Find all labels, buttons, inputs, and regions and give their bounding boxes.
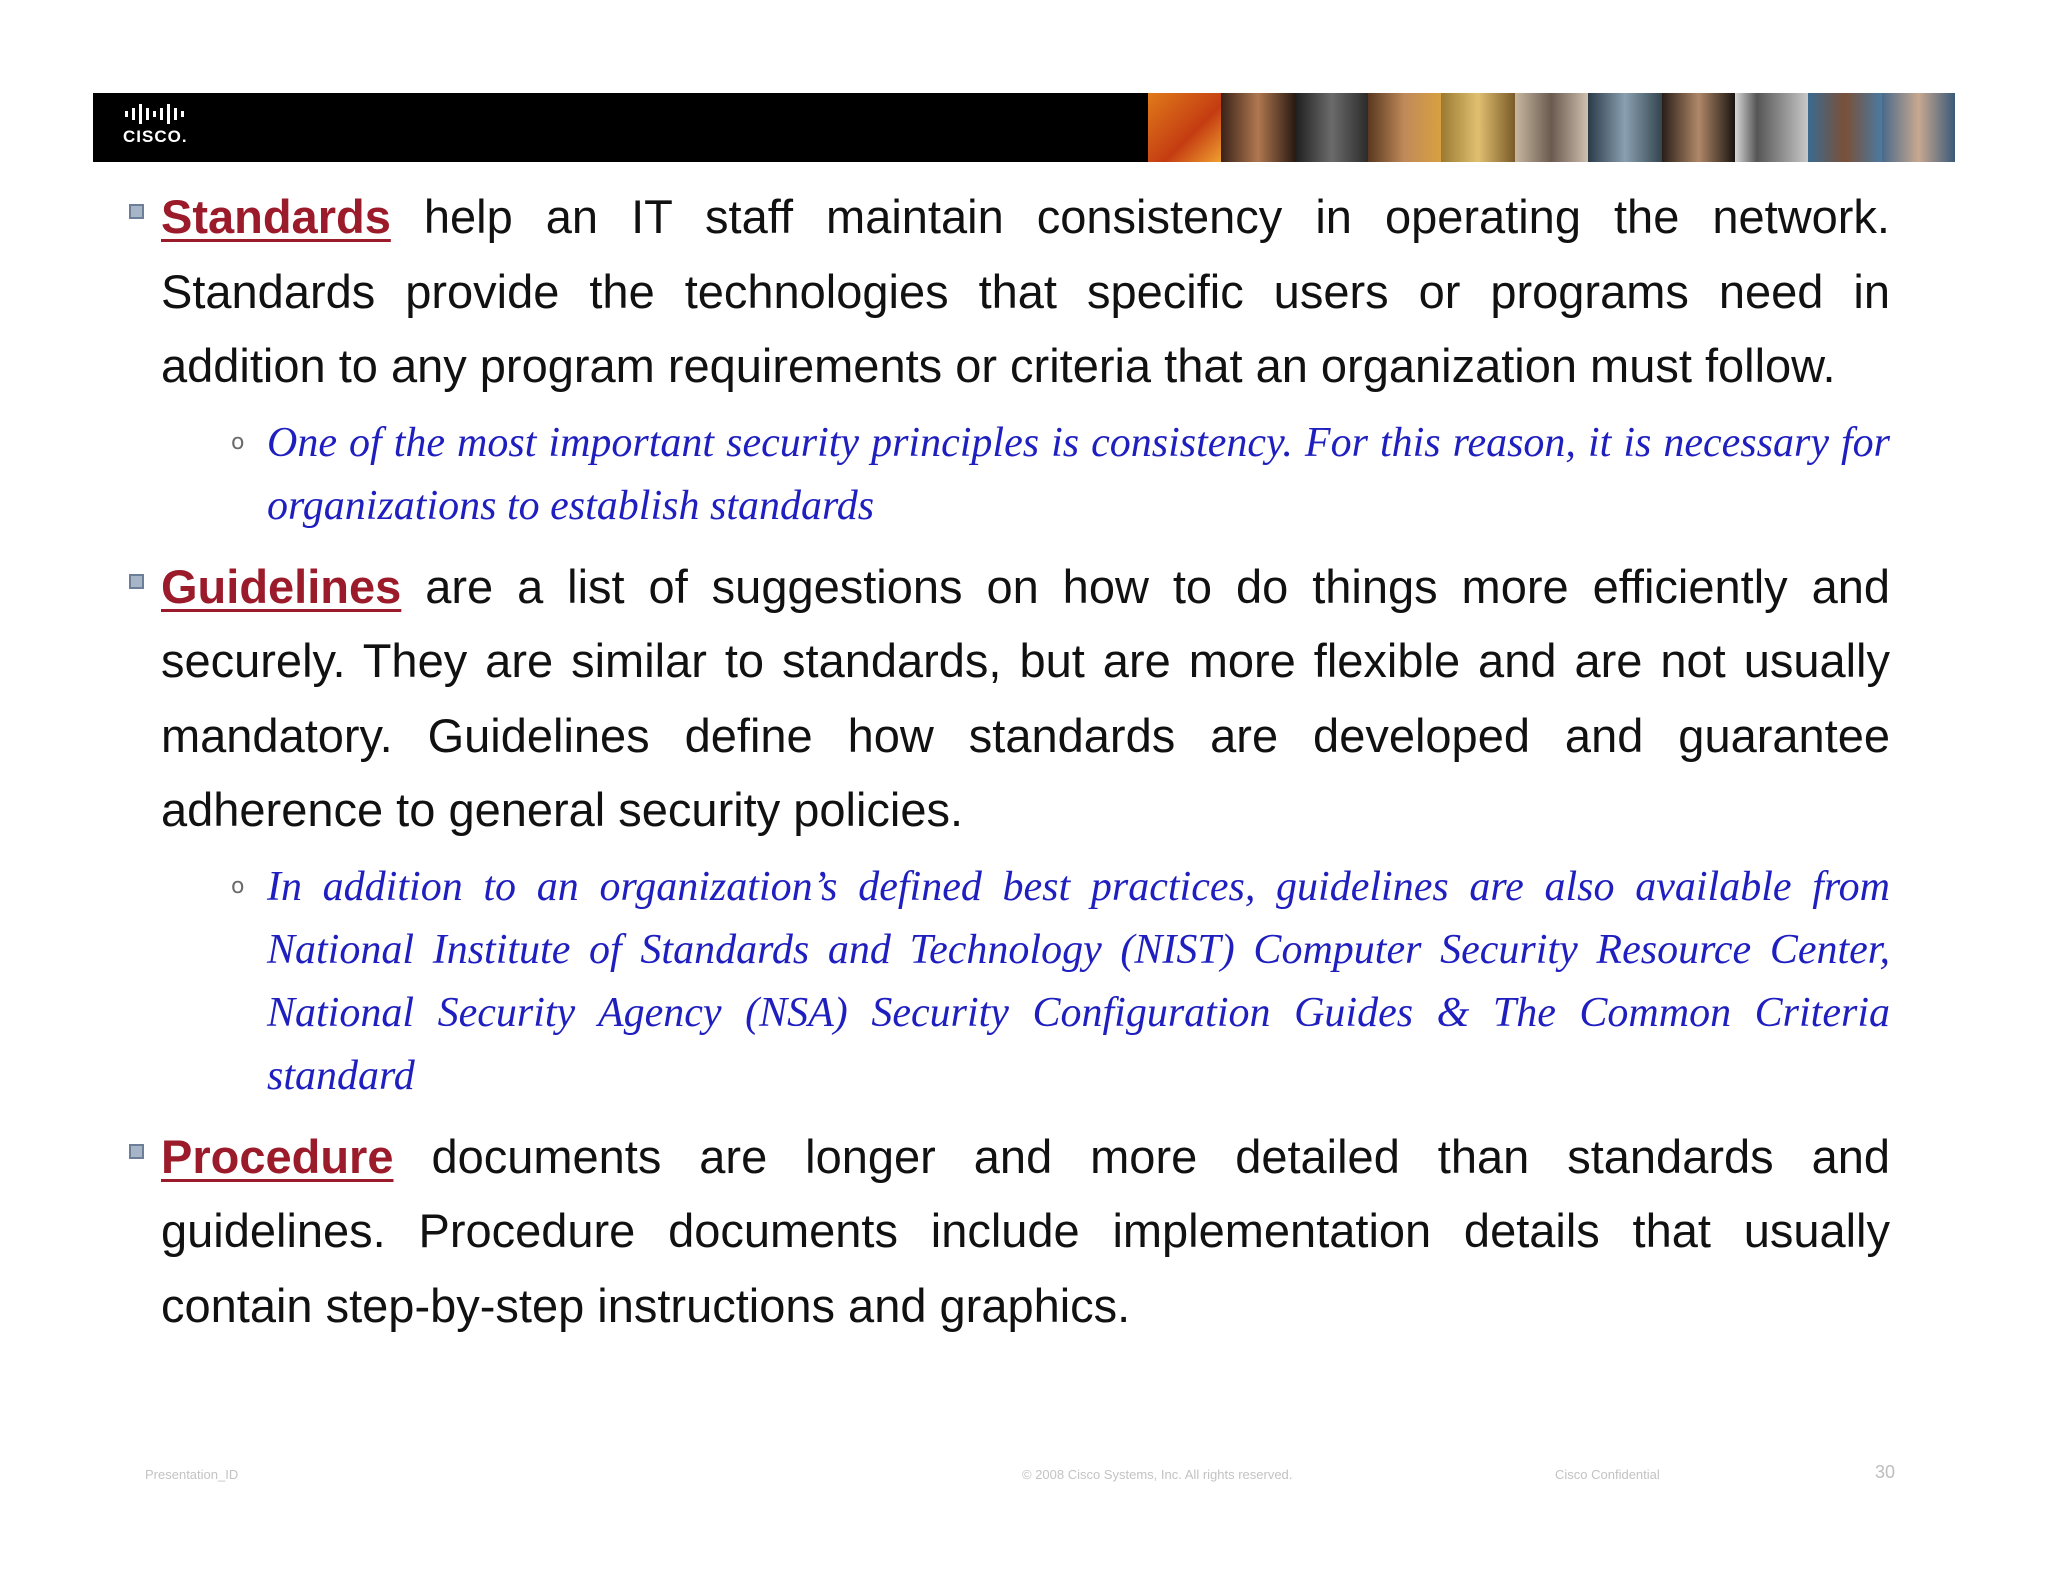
header-bar — [93, 93, 1955, 162]
bullet-paragraph — [161, 180, 1890, 404]
page-number: 30 — [1875, 1462, 1896, 1482]
term-standards: Standards — [161, 190, 391, 243]
bullet-text: help an IT staff maintain consistency in operating the network. Standards provide the technologies that specific users or programs need in addition to any program requirements or criteria that an organization must follow. — [161, 190, 1890, 392]
sub-item-guidelines — [126, 856, 1890, 1108]
circle-bullet-icon: o — [231, 873, 245, 899]
bullet-text: are a list of suggestions on how to do things more efficiently and securely. They are similar to standards, but are more flexible and are not usually mandatory. Guidelines define how standards are developed and guarantee adherence to general security policies. — [161, 559, 1890, 836]
bullet-paragraph — [161, 550, 1890, 848]
footer-presentation-id: Presentation_ID — [145, 1467, 239, 1482]
square-bullet-icon — [129, 204, 144, 219]
bullet-text: documents are longer and more detailed than standards and guidelines. Procedure documents include implementation details that usually contain step-by-step instructions and graphics. — [161, 1129, 1890, 1332]
sub-text: In addition to an organization’s defined best practices, guidelines are also available from National Institute of Standards and Technology (NIST) Computer Security Resource Center, National Security Agency (NSA) Security Configuration Guides & The Common Criteria standard — [267, 863, 1890, 1099]
footer-confidential: Cisco Confidential — [1555, 1467, 1660, 1482]
photo-strip-image — [1148, 93, 1955, 162]
slide-content — [126, 180, 1890, 1343]
square-bullet-icon — [129, 574, 144, 589]
cisco-bars-icon — [125, 103, 213, 125]
sub-item-standards — [126, 412, 1890, 538]
list-item-standards — [126, 180, 1890, 404]
list-item-procedure — [126, 1120, 1890, 1344]
logo-text: CISCO. — [123, 127, 188, 146]
bullet-paragraph — [161, 1120, 1890, 1344]
square-bullet-icon — [129, 1144, 144, 1159]
footer-copyright: © 2008 Cisco Systems, Inc. All rights reserved. — [1022, 1467, 1293, 1482]
cisco-logo — [123, 103, 213, 153]
list-item-guidelines — [126, 550, 1890, 848]
sub-text: One of the most important security principles is consistency. For this reason, it is necessary for organizations to establish standards — [267, 419, 1890, 529]
term-guidelines: Guidelines — [161, 559, 402, 613]
term-procedure: Procedure — [161, 1129, 394, 1183]
circle-bullet-icon: o — [231, 429, 245, 455]
